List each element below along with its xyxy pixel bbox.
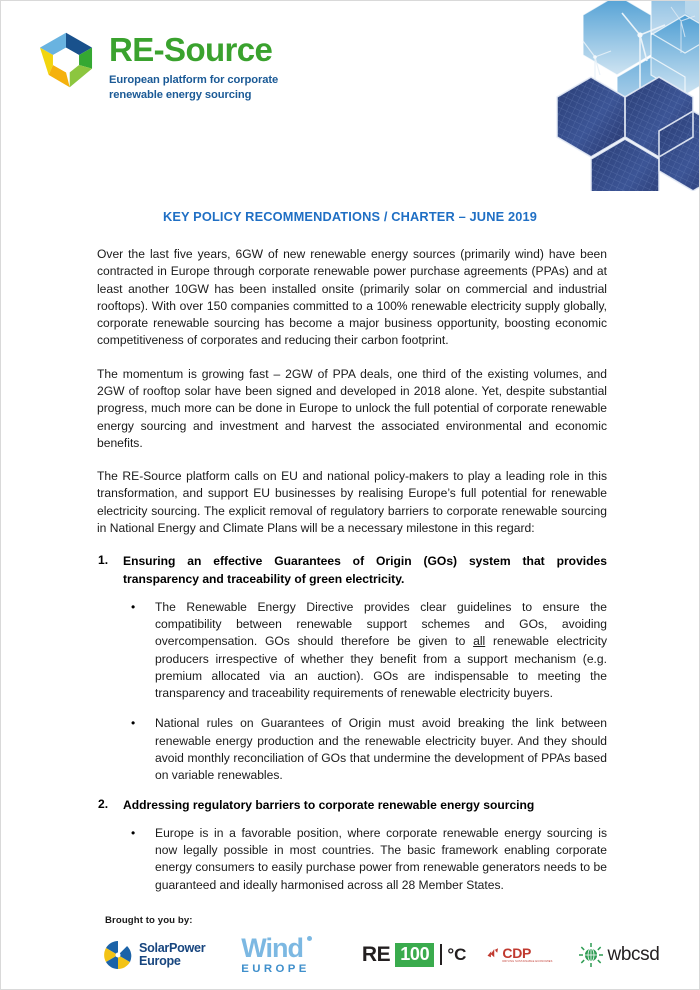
cdp-text-block: [502, 946, 552, 964]
logo-tagline-line2: renewable energy sourcing: [109, 89, 252, 102]
recommendations-list: [97, 553, 607, 894]
solarpower-europe-logo: [103, 940, 205, 970]
windeurope-word: Wind: [241, 932, 304, 963]
bullet-text: National rules on Guarantees of Origin must avoid breaking the link between renewable energy production and the renewable electricity buyer. And they should avoid monthly reconciliation of GOs that undermine the development of PPAs based on variable renewables.: [155, 716, 607, 783]
bullet-icon: •: [131, 599, 136, 614]
list-item: [123, 715, 607, 784]
document-footer: [1, 915, 699, 975]
document-header: [1, 1, 699, 191]
logo-tagline-line1: European platform for corporate: [109, 74, 279, 86]
recommendation-item-2: [97, 797, 607, 894]
bullet-text: [155, 599, 607, 703]
recommendation-heading: Addressing regulatory barriers to corporate renewable energy sourcing: [123, 797, 535, 812]
intro-paragraph-1: Over the last five years, 6GW of new renewable energy sources (primarily wind) have been contracted in Europe through corporate renewable power purchase agreements (PPAs) and at least another 10GW has been installed onsite (primarily solar on commercial and industrial rooftops). With over 150 companies committed to a 100% renewable electricity supply globally, corporate renewable sourcing has become a major business opportunity, boosting economic competitiveness of corporates and reducing their carbon footprint.: [97, 247, 607, 348]
bullet-text-emphasis: all: [473, 634, 486, 649]
hexagon-ring-icon: [35, 29, 97, 91]
wbcsd-logo: [579, 943, 660, 967]
globe-sun-icon: [579, 943, 603, 967]
recommendation-heading: Ensuring an effective Guarantees of Origin (GOs) system that provides transparency and traceability of green electricity.: [123, 554, 607, 586]
solar-pinwheel-icon: [103, 940, 133, 970]
list-item: [123, 599, 607, 703]
brought-to-you-by-label: Brought to you by:: [105, 914, 193, 926]
wbcsd-wordmark: wbcsd: [607, 943, 660, 965]
cdp-subtitle: DRIVING SUSTAINABLE ECONOMIES: [502, 960, 553, 963]
cdp-logo: [486, 946, 552, 964]
wind-solar-hexagon-mosaic-icon: [459, 1, 699, 191]
re100-number-badge: 100: [395, 943, 434, 967]
re100-prefix: RE: [361, 942, 391, 966]
list-item: [123, 825, 607, 894]
recommendation-2-bullets: [123, 825, 607, 894]
solarpower-line2: Europe: [139, 953, 181, 968]
re100-logo: [362, 943, 467, 967]
bullet-icon: •: [131, 825, 136, 840]
solarpower-line1: SolarPower: [139, 940, 206, 955]
solarpower-europe-text: [139, 942, 205, 968]
re-source-logo: [35, 29, 278, 104]
intro-paragraph-3: The RE-Source platform calls on EU and national policy-makers to play a leading role in this transformation, and support EU businesses by realising Europe’s full potential for renewable electricity sourcing. The explicit removal of regulatory barriers to corporate renewable sourcing in National Energy and Climate Plans will be a necessary milestone in this regard:: [97, 469, 607, 535]
logo-text-block: [109, 29, 278, 104]
cdp-wordmark: CDP: [502, 945, 532, 961]
recommendation-1-bullets: [123, 599, 607, 785]
intro-paragraph-2: The momentum is growing fast – 2GW of PPA deals, one third of the existing volumes, and 2GW of rooftop solar have been signed and developed in 2018 alone. Yet, despite substantial progress, much more can be done in Europe to unlock the full potential of corporate renewable energy sourcing and investment and harvest the associated environmental and economic benefits.: [97, 366, 607, 450]
bullet-text-before: The Renewable Energy Directive provides clear guidelines to ensure the compatibility between renewable support schemes and GOs, avoiding overcompensation. GOs should therefore be given to: [155, 599, 607, 649]
windeurope-dot-icon: [307, 936, 312, 941]
re100-degree-symbol: °C: [447, 944, 467, 964]
windeurope-logo: [241, 932, 310, 975]
logo-wordmark: RE-Source: [109, 31, 273, 68]
page-title: KEY POLICY RECOMMENDATIONS / CHARTER – JUNE 2019: [162, 209, 538, 224]
windeurope-wordmark: [241, 932, 304, 963]
windeurope-subtitle: EUROPE: [241, 962, 310, 975]
document-body: [1, 224, 699, 894]
bullet-text: Europe is in a favorable position, where corporate renewable energy sourcing is now legally possible in most countries. The basic framework enabling corporate energy consumers to easily purchase power from renewable generators needs to be guaranteed and ideally harmonised across all 28 Member States.: [155, 825, 607, 892]
cdp-arrows-icon: [486, 946, 501, 961]
partner-logo-row: [103, 932, 665, 975]
re100-divider: [440, 944, 442, 965]
logo-tagline: [109, 73, 278, 104]
recommendation-item-1: [97, 553, 607, 784]
bullet-icon: •: [131, 716, 136, 731]
bullet-text-after: renewable electricity producers irrespective of whether they benefit from a support mechanism (e.g. premium allocated via an auction). GOs are indispensable to meeting the transparency and traceability requirements of renewable electricity buyers.: [155, 634, 607, 701]
